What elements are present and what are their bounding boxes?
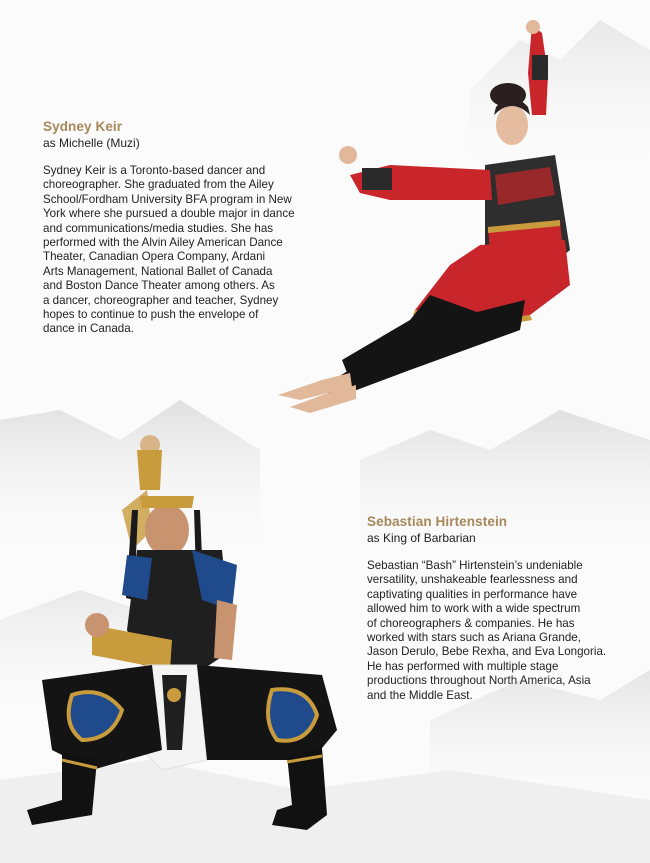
performer-name: Sydney Keir [43, 119, 123, 134]
performer-role: as King of Barbarian [367, 531, 476, 545]
performer-bio-text: Sydney Keir is a Toronto-based dancer and choreographer. She graduated from the Ailey School/Fordham University BFA program in New York where she pursued a double major in dance and communications/media studies. She has performed with the Alvin Ailey American Dance Theater, Canadian Opera Company, Ardani Arts Management, National Ballet of Canada and Boston Dance Theater among others. As a dancer, choreographer and teacher, Sydney hopes to continue to push the envelope of dance in Canada. [43, 164, 295, 336]
performer-bio-sebastian [367, 514, 637, 703]
dancer-photo-sydney [270, 15, 590, 415]
performer-bio-text: Sebastian “Bash” Hirtenstein’s undeniable versatility, unshakeable fearlessness and captivating qualities in performance have allowed him to work with a wide spectrum of choreographers & companies. He has worked with stars such as Ariana Grande, Jason Derulo, Bebe Rexha, and Eva Longoria. He has performed with multiple stage productions throughout North America, Asia and the Middle East. [367, 559, 607, 702]
performer-role: as Michelle (Muzi) [43, 136, 140, 150]
dancer-photo-sebastian [22, 430, 342, 838]
performer-name: Sebastian Hirtenstein [367, 514, 508, 529]
